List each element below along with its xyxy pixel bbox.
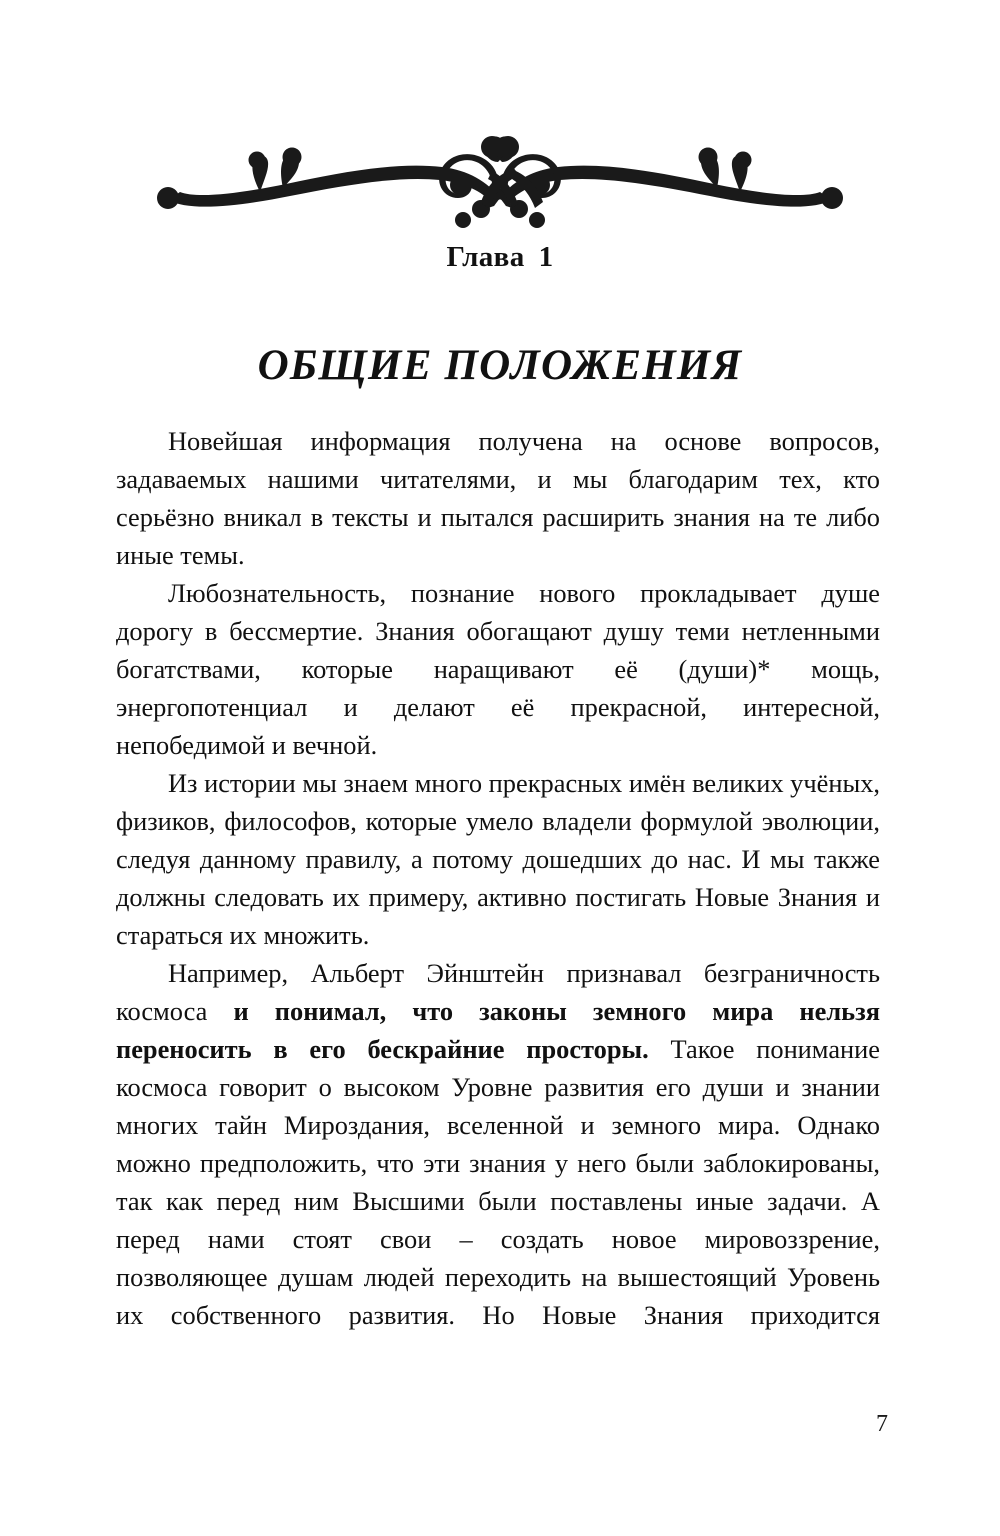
paragraph xyxy=(116,574,880,764)
text-run: Новейшая информация получена на основе вопросов, задаваемых нашими читателями, и мы благодарим тех, кто серьёзно вникал в тексты и пытался расширить знания на те либо иные темы. xyxy=(116,426,880,570)
emphasised-text: и понимал, что законы земного мира нельзя переносить в его бескрайние просторы. xyxy=(116,996,880,1064)
text-run: Такое понимание космоса говорит о высоком Уровне развития его души и знании многих тайн Мироздания, вселенной и земного мира. Однако можно предположить, что эти знания у него были заблокированы, так как перед ним Высшими были поставлены иные задачи. А перед нами стоят свои – создать новое мировоззрение, позволяющее душам людей переходить на вышестоящий Уровень их собственного развития. Но Новые Знания приходится xyxy=(116,1034,881,1330)
text-run: Например, Альберт Эйнштейн признавал безграничность космоса xyxy=(116,958,880,1026)
chapter-number: 1 xyxy=(538,241,554,273)
page-title: ОБЩИЕ ПОЛОЖЕНИЯ xyxy=(257,341,743,389)
body-text xyxy=(116,422,880,1334)
chapter-label-word: Глава xyxy=(446,241,525,273)
page-number: 7 xyxy=(876,1411,888,1437)
paragraph xyxy=(116,764,880,954)
flourish-right-half xyxy=(481,136,843,228)
chapter-ornament xyxy=(0,132,1000,236)
flourish-left-half xyxy=(157,136,519,228)
text-run: Любознательность, познание нового прокладывает душе дорогу в бессмертие. Знания обогащают душу теми нетленными богатствами, которые наращивают её (души)* мощь, энергопотенциал и делают её прекрасной, интересной, непобедимой и вечной. xyxy=(116,578,880,760)
paragraph xyxy=(116,422,880,574)
chapter-label xyxy=(0,243,1000,272)
text-run: Из истории мы знаем много прекрасных имён великих учёных, физиков, философов, которые умело владели формулой эволюции, следуя данному правилу, а потому дошедших до нас. И мы также должны следовать их примеру, активно постигать Новые Знания и стараться их множить. xyxy=(116,768,880,950)
paragraph xyxy=(116,954,880,1334)
